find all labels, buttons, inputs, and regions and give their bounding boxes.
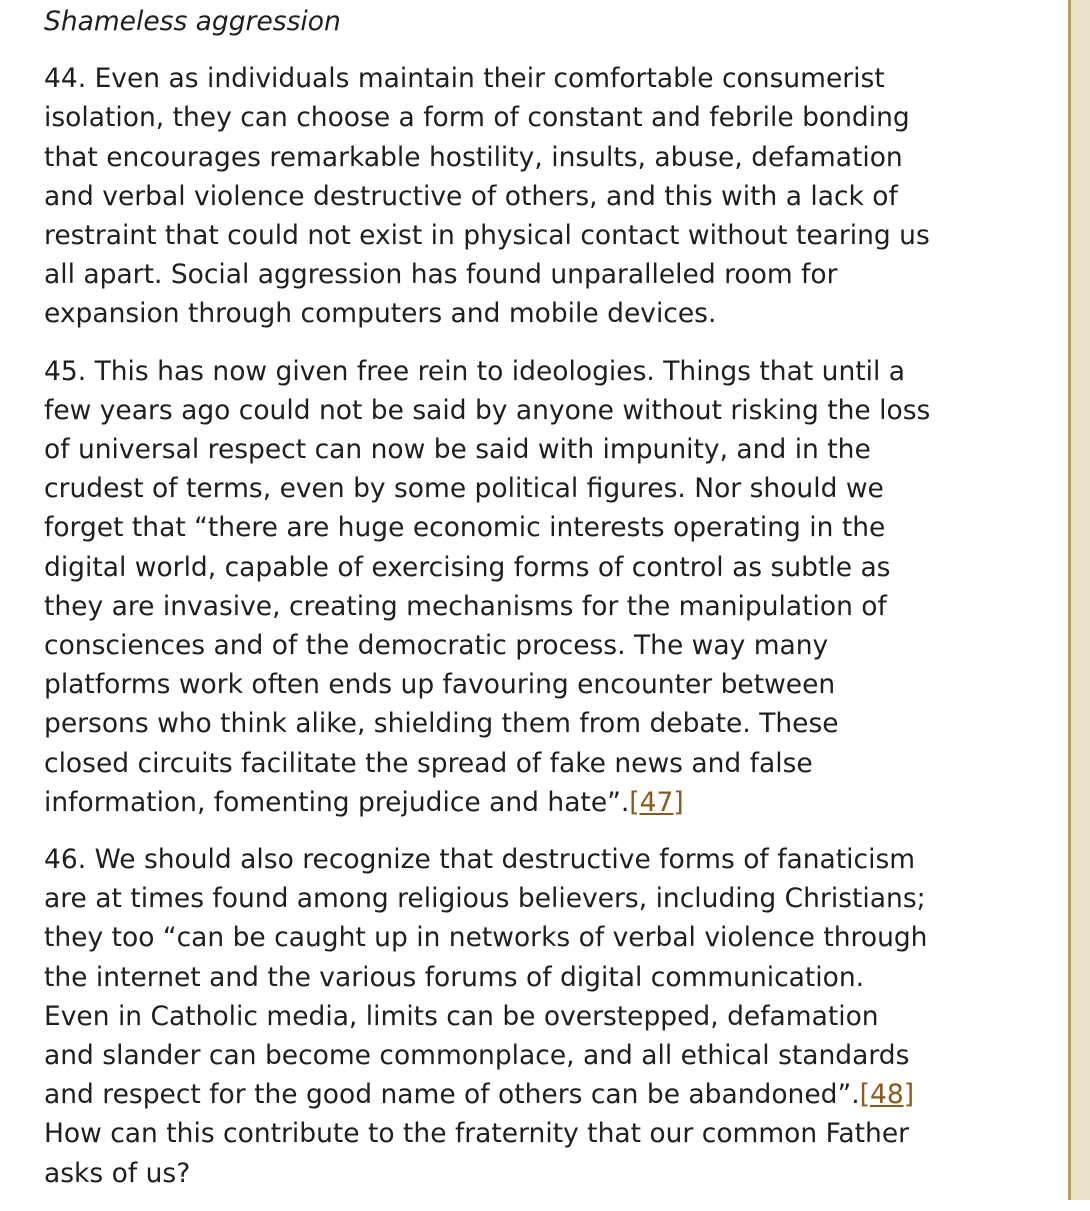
- page-side-border: [1068, 0, 1090, 1200]
- paragraph-line: and verbal violence destructive of others, and this with a lack of: [44, 180, 898, 212]
- paragraph-line: How can this contribute to the fraternity that our common Father: [44, 1118, 910, 1150]
- paragraph-line-with-footnote: [44, 783, 1044, 822]
- paragraph-line: crudest of terms, even by some political figures. Nor should we: [44, 473, 884, 505]
- paragraph-line: restraint that could not exist in physical contact without tearing us: [44, 220, 930, 252]
- paragraph-line-with-footnote: [44, 1075, 1044, 1114]
- paragraph-45: [44, 352, 1044, 822]
- paragraph-line: and respect for the good name of others can be abandoned”.: [44, 1079, 860, 1111]
- paragraph-line: asks of us?: [44, 1157, 191, 1189]
- paragraph-line: are at times found among religious believers, including Christians;: [44, 883, 926, 915]
- paragraph-46: [44, 840, 1044, 1193]
- paragraph-line: isolation, they can choose a form of constant and febrile bonding: [44, 102, 910, 134]
- paragraph-line: digital world, capable of exercising forms of control as subtle as: [44, 551, 891, 583]
- paragraph-line: 46. We should also recognize that destructive forms of fanaticism: [44, 844, 916, 876]
- paragraph-line: few years ago could not be said by anyone without risking the loss: [44, 394, 931, 426]
- paragraph-line: platforms work often ends up favouring encounter between: [44, 669, 836, 701]
- paragraph-line: Even in Catholic media, limits can be overstepped, defamation: [44, 1000, 879, 1032]
- paragraph-line: information, fomenting prejudice and hate”.: [44, 786, 630, 818]
- footnote-link-48[interactable]: [48]: [859, 1079, 915, 1111]
- paragraph-line: expansion through computers and mobile devices.: [44, 298, 717, 330]
- paragraph-line: consciences and of the democratic process. The way many: [44, 630, 829, 662]
- paragraph-line: the internet and the various forums of digital communication.: [44, 961, 865, 993]
- paragraph-line: all apart. Social aggression has found unparalleled room for: [44, 259, 838, 291]
- paragraph-line: 44. Even as individuals maintain their comfortable consumerist: [44, 63, 885, 95]
- paragraph-44: [44, 59, 1044, 333]
- paragraph-line: 45. This has now given free rein to ideologies. Things that until a: [44, 355, 906, 387]
- paragraph-line: they are invasive, creating mechanisms for the manipulation of: [44, 590, 887, 622]
- paragraph-line: closed circuits facilitate the spread of fake news and false: [44, 747, 813, 779]
- paragraph-line: persons who think alike, shielding them from debate. These: [44, 708, 839, 740]
- section-title: Shameless aggression: [44, 6, 341, 37]
- paragraph-line: forget that “there are huge economic interests operating in the: [44, 512, 886, 544]
- document-content: [44, 2, 1044, 1211]
- paragraph-line: they too “can be caught up in networks of verbal violence through: [44, 922, 928, 954]
- paragraph-line: that encourages remarkable hostility, insults, abuse, defamation: [44, 141, 903, 173]
- paragraph-line: and slander can become commonplace, and all ethical standards: [44, 1040, 910, 1072]
- footnote-link-47[interactable]: [47]: [629, 786, 684, 818]
- paragraph-line: of universal respect can now be said with impunity, and in the: [44, 434, 871, 466]
